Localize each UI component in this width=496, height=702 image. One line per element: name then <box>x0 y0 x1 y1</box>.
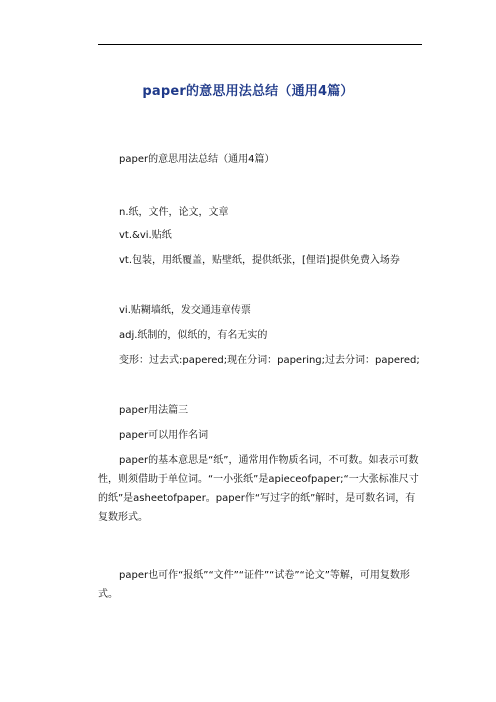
paragraph-usage-heading <box>98 401 422 420</box>
paragraph-vt-vi <box>98 226 422 245</box>
header-rule <box>98 44 422 45</box>
paragraph: paper可以用作名词 <box>119 430 209 441</box>
paragraph: adj.纸制的，似纸的，有名无实的 <box>119 330 268 341</box>
paragraph: vi.贴糊墙纸，发交通违章传票 <box>119 305 251 316</box>
paragraph-noun <box>98 203 422 222</box>
paragraph-forms <box>98 351 422 370</box>
paragraph-subtitle <box>98 150 422 169</box>
paragraph-basic-meaning <box>98 451 422 527</box>
paragraph: n.纸，文件，论文，文章 <box>119 207 229 218</box>
paragraph-vi <box>98 301 422 320</box>
paragraph-other-meanings <box>98 566 422 604</box>
paragraph: paper也可作“报纸”“文件”“证件”“试卷”“论文”等解，可用复数形式。 <box>98 570 410 600</box>
paragraph: paper的意思用法总结（通用4篇） <box>119 154 275 165</box>
paragraph-adj <box>98 326 422 345</box>
paragraph: vt.&vi.贴纸 <box>119 230 172 241</box>
paragraph: 变形：过去式:papered;现在分词：papering;过去分词：papered; <box>119 355 420 366</box>
paragraph-vt <box>98 251 422 270</box>
paragraph: vt.包装，用纸覆盖，贴壁纸，提供纸张，[俚语]提供免费入场券 <box>119 255 400 266</box>
paragraph-noun-usage <box>98 426 422 445</box>
document-title: paper的意思用法总结（通用4篇） <box>142 84 354 99</box>
paragraph: paper用法篇三 <box>119 405 189 416</box>
paragraph: paper的基本意思是“纸”，通常用作物质名词，不可数。如表示可数性，则须借助于单位词。“一小张纸”是apieceofpaper;“一大张标准尺寸的纸”是asheetofpaper。paper作“写过字的纸”解时，是可数名词，有复数形式。 <box>98 455 419 523</box>
